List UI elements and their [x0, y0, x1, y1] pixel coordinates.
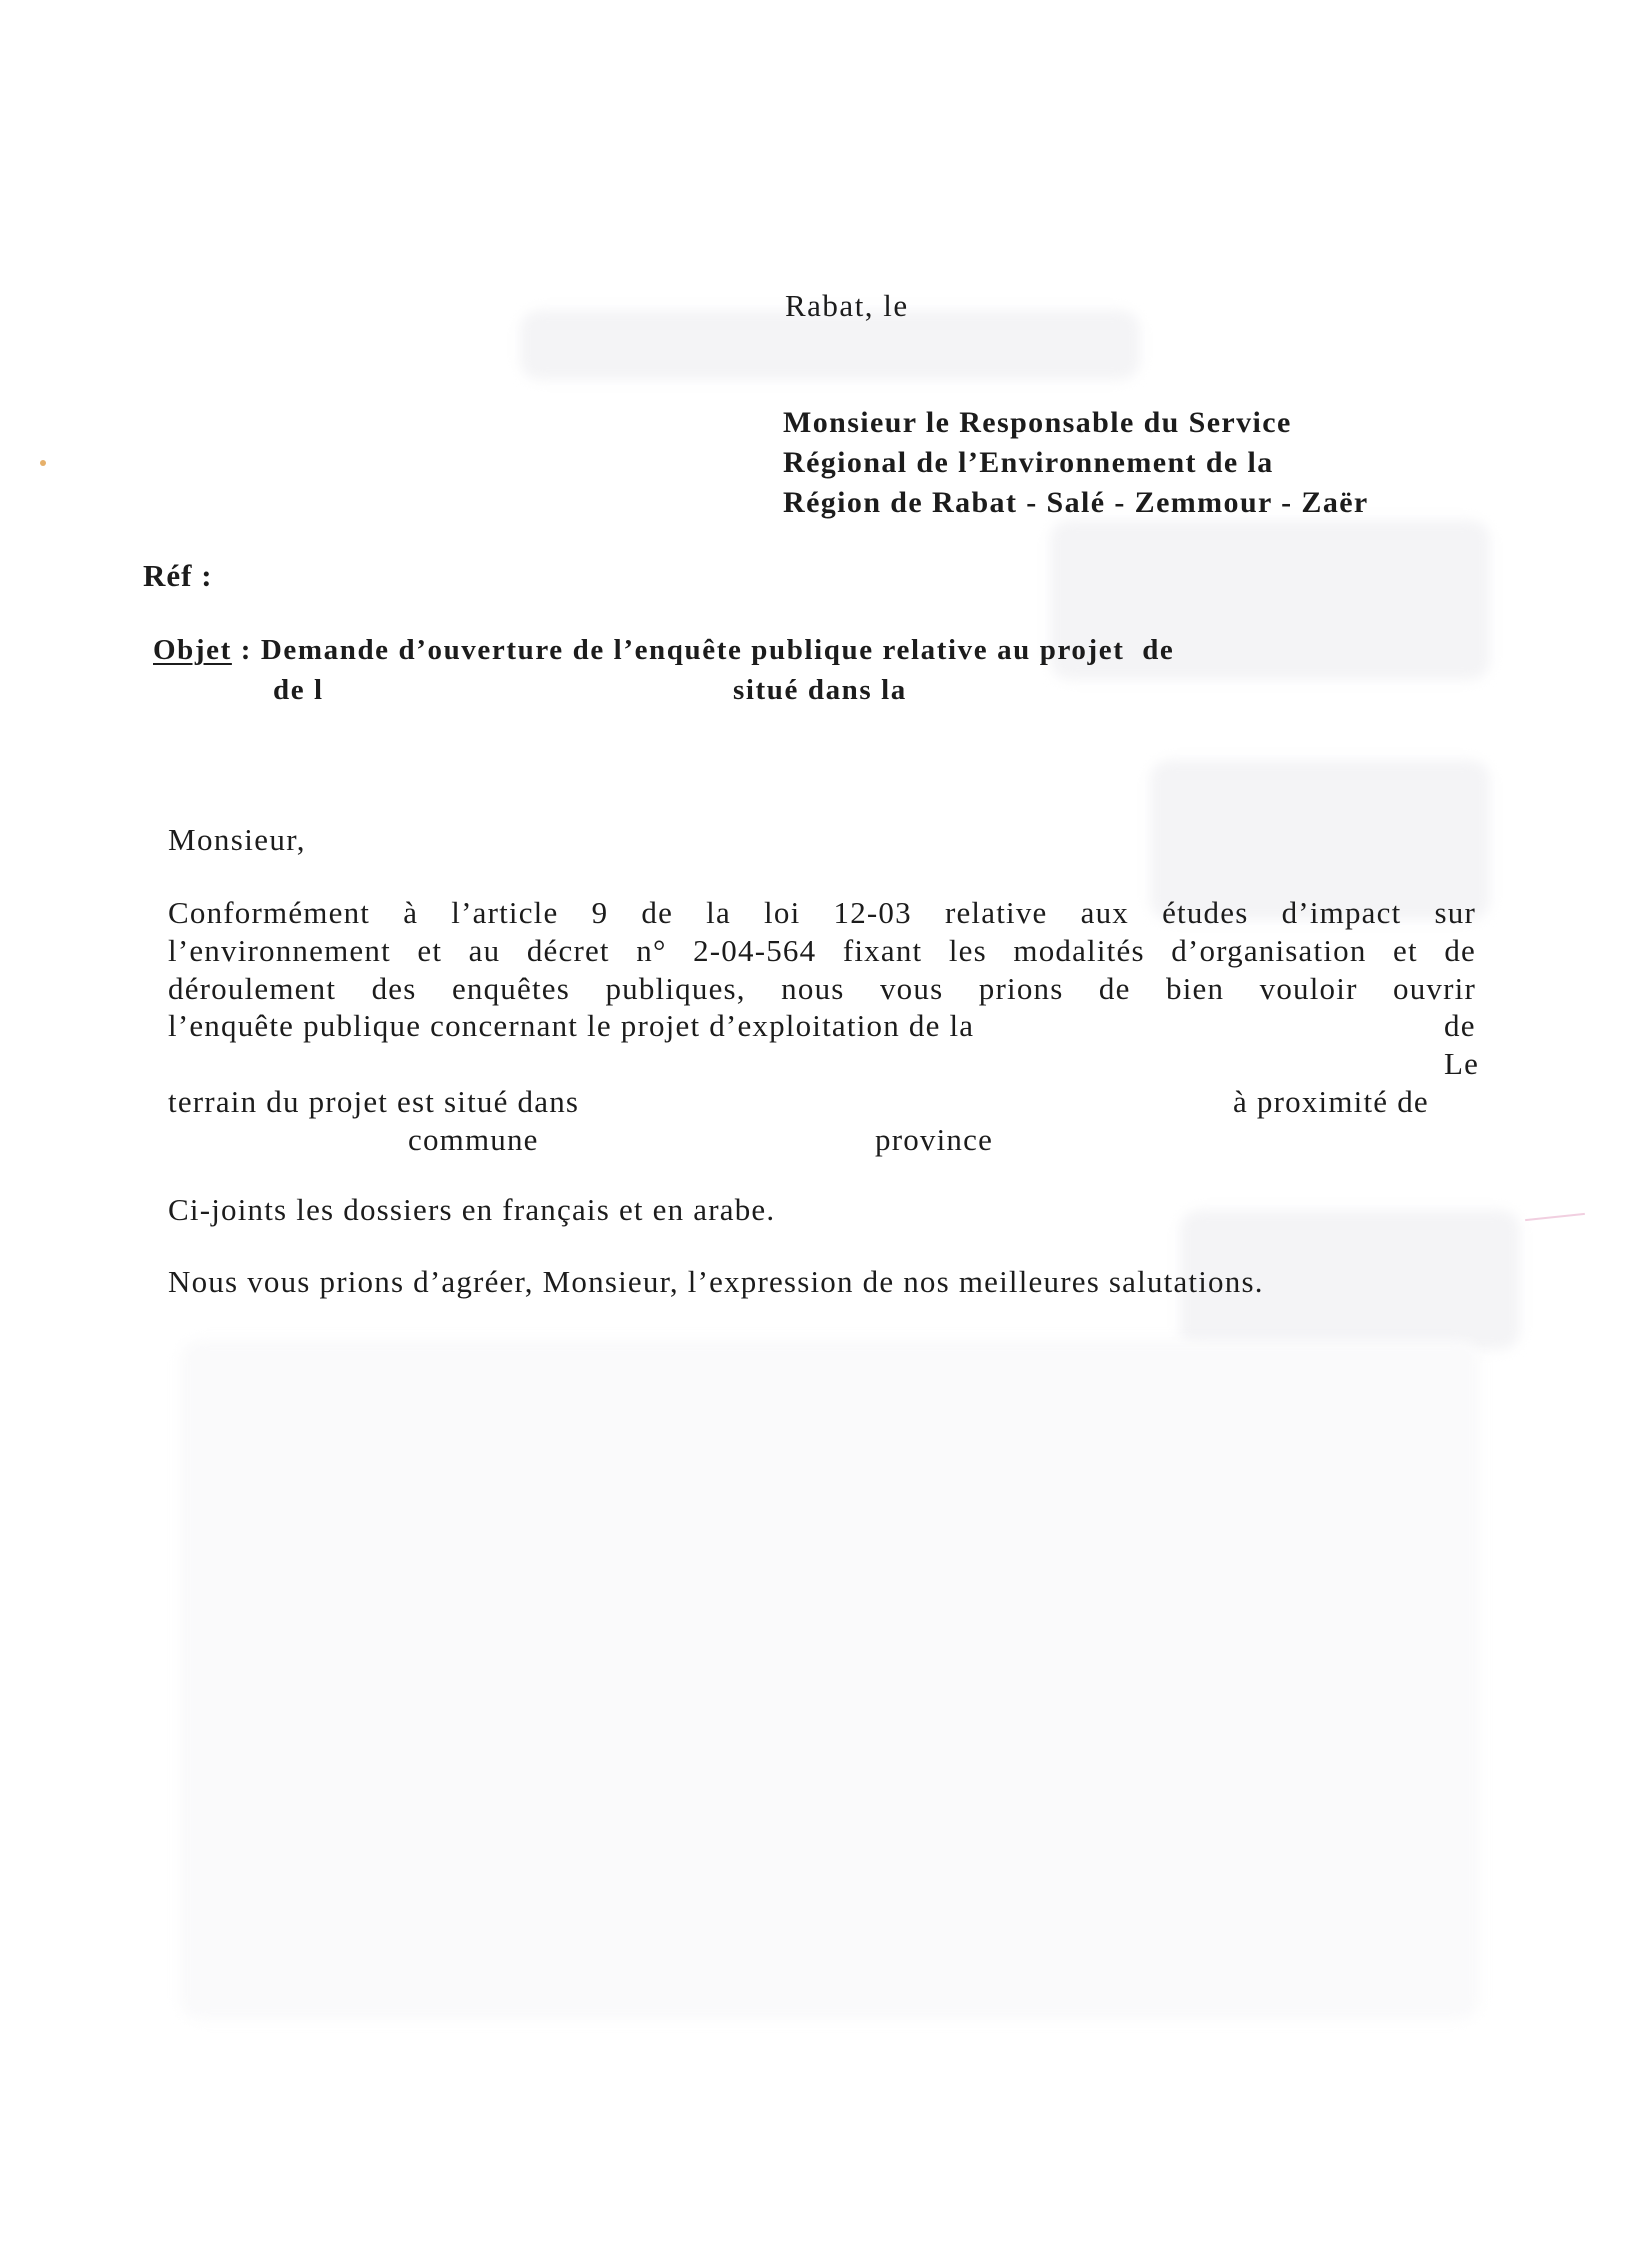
recipient-line: Région de Rabat - Salé - Zemmour - Zaër [783, 486, 1369, 519]
body-paragraph [168, 894, 1476, 1008]
body-line-province: province [875, 1122, 994, 1157]
attachments-note: Ci-joints les dossiers en français et en arabe. [168, 1192, 776, 1227]
recipient-block [783, 403, 1369, 523]
subject-line2-mid: situé dans la [733, 674, 907, 706]
scan-speck [40, 460, 46, 466]
body-line: Conformément à l’article 9 de la loi 12-03 relative aux études d’impact sur [168, 895, 1476, 930]
body-line-end: Le [1444, 1046, 1480, 1081]
subject-separator: : [231, 634, 261, 666]
recipient-line: Régional de l’Environnement de la [783, 446, 1274, 479]
subject-line2-start: de l [273, 674, 324, 706]
body-line-end: de [1444, 1008, 1476, 1043]
body-line-commune: commune [408, 1122, 539, 1157]
scan-streak [1525, 1213, 1585, 1221]
reference-label: Réf : [143, 558, 213, 593]
subject-label: Objet [153, 634, 232, 666]
salutation: Monsieur, [168, 822, 306, 857]
body-line: déroulement des enquêtes publiques, nous vous prions de bien vouloir ouvrir [168, 971, 1476, 1006]
body-line: l’environnement et au décret n° 2-04-564 fixant les modalités d’organisation et de [168, 933, 1476, 968]
body-line-end: à proximité de [1233, 1084, 1429, 1119]
closing-formula: Nous vous prions d’agréer, Monsieur, l’expression de nos meilleures salutations. [168, 1264, 1264, 1299]
subject-text: Demande d’ouverture de l’enquête publique relative au projet de [260, 634, 1175, 666]
date-line: Rabat, le [785, 288, 909, 323]
scan-ghost [180, 1340, 1480, 2020]
body-line: l’enquête publique concernant le projet d’exploitation de la [168, 1008, 975, 1043]
body-line: terrain du projet est situé dans [168, 1084, 580, 1119]
subject-line [153, 634, 1174, 667]
recipient-line: Monsieur le Responsable du Service [783, 406, 1292, 439]
